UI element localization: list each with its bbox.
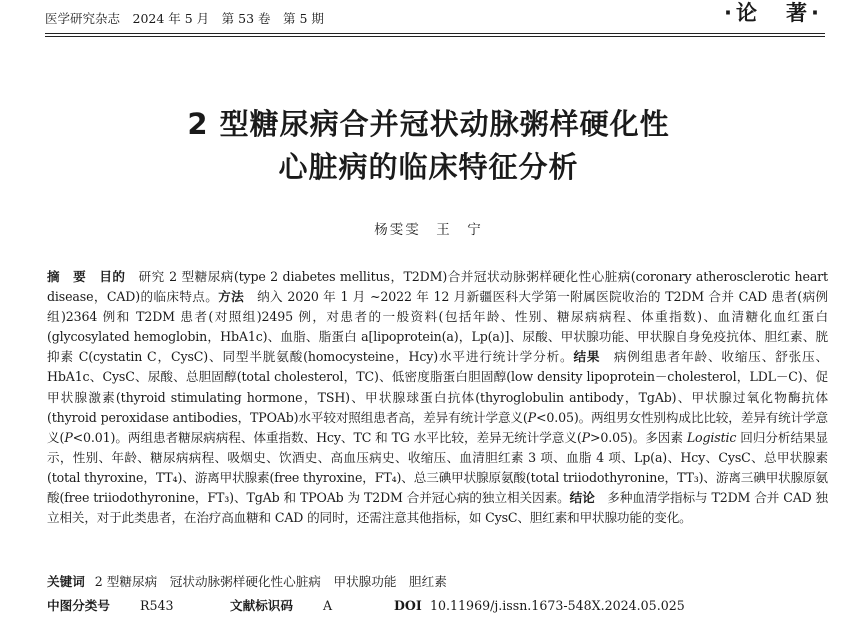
results-text-4: >0.05)。多因素 <box>589 429 683 445</box>
abstract <box>47 267 828 528</box>
methods-text: 纳入 2020 年 1 月 ~2022 年 12 月新疆医科大学第一附属医院收治的 T2DM 合并 CAD 患者(病例组)2364 例和 T2DM 患者(对照组)2495 例，对患者的一般资料(包括年龄、性别、糖尿病病程、体重指数)、血清糖化血红蛋白(glycosylated hemoglobin，HbA1c)、血脂、脂蛋白 a[lipoprotein(a)，Lp(a)]、尿酸、甲状腺功能、甲状腺自身免疫抗体、胆红素、胱抑素 C(cystatin C，CysC)、同型半胱氨酸(homocysteine，Hcy)水平进行统计学分析。 <box>47 289 828 365</box>
p-value-symbol: P <box>527 409 536 425</box>
conclusion-text: 多种血清学指标与 T2DM 合并 CAD 独立相关，对于此类患者，在治疗高血糖和 CAD 的同时，还需注意其他指标，如 CysC、胆红素和甲状腺功能的变化。 <box>47 490 829 526</box>
doi-label: DOI <box>394 598 422 613</box>
header-rule-bottom <box>45 36 825 37</box>
abstract-label: 摘 要 <box>47 269 87 284</box>
clc-value: R543 <box>140 598 174 613</box>
conclusion-label: 结论 <box>569 490 595 506</box>
results-text-2: <0.05)。两组男女性别构成比比较，差异有统计学意义( <box>47 409 828 445</box>
purpose-label: 目的 <box>99 269 126 284</box>
logistic-term: Logistic <box>686 429 737 445</box>
column-tag: ·论 著· <box>724 1 823 25</box>
results-text-5: 回归分析结果显示，性别、年龄、糖尿病病程、吸烟史、饮酒史、高血压病史、收缩压、血清胆红素 3 项、血脂 4 项、Lp(a)、Hcy、CysC、总甲状腺素(total thyroxine，TT₄)、游离甲状腺素(free thyroxine，FT₄)、总三碘甲状腺原氨酸(total triiodothyronine，TT₃)、游离三碘甲状腺原氨酸(free triiodothyronine，FT₃)、TgAb 和 TPOAb 为 T2DM 合并冠心病的独立相关因素。 <box>47 429 828 506</box>
doi-value: 10.11969/j.issn.1673-548X.2024.05.025 <box>430 598 685 613</box>
keywords-label: 关键词 <box>47 574 85 589</box>
results-label: 结果 <box>573 349 601 365</box>
running-header <box>45 1 825 30</box>
author-list: 杨雯雯 王 宁 <box>374 222 483 238</box>
results-text-3: <0.01)。两组患者糖尿病病程、体重指数、Hcy、TC 和 TG 水平比较，差异无统计学意义( <box>72 429 582 445</box>
p-value-symbol: P <box>64 429 73 445</box>
p-value-symbol: P <box>581 429 590 445</box>
article-title-line-1: 2 型糖尿病合并冠状动脉粥样硬化性 <box>187 107 670 141</box>
journal-issue-line: 医学研究杂志 2024 年 5 月 第 53 卷 第 5 期 <box>45 11 324 26</box>
purpose-text: 研究 2 型糖尿病(type 2 diabetes mellitus，T2DM)合并冠状动脉粥样硬化性心脏病(coronary atherosclerotic heart disease，CAD)的临床特点。 <box>47 269 828 305</box>
article-title-line-2: 心脏病的临床特征分析 <box>278 150 579 184</box>
results-text-1: 病例组患者年龄、收缩压、舒张压、HbA1c、CysC、尿酸、总胆固醇(total cholesterol，TC)、低密度脂蛋白胆固醇(low density lipoprotein－cholesterol，LDL－C)、促甲状腺激素(thyroid stimulating hormone，TSH)、甲状腺球蛋白抗体(thyroglobulin antibody，TgAb)、甲状腺过氧化物酶抗体(thyroid peroxidase antibodies，TPOAb)水平较对照组患者高，差异有统计学意义( <box>47 349 828 425</box>
keywords-text: 2 型糖尿病 冠状动脉粥样硬化性心脏病 甲状腺功能 胆红素 <box>94 574 447 589</box>
methods-label: 方法 <box>218 289 245 305</box>
clc-label: 中图分类号 <box>47 598 110 613</box>
keywords-row <box>47 572 827 592</box>
doc-code-value: A <box>323 598 333 613</box>
doc-code-label: 文献标识码 <box>230 598 293 613</box>
classification-row <box>47 596 827 616</box>
header-rule-top <box>45 33 825 34</box>
